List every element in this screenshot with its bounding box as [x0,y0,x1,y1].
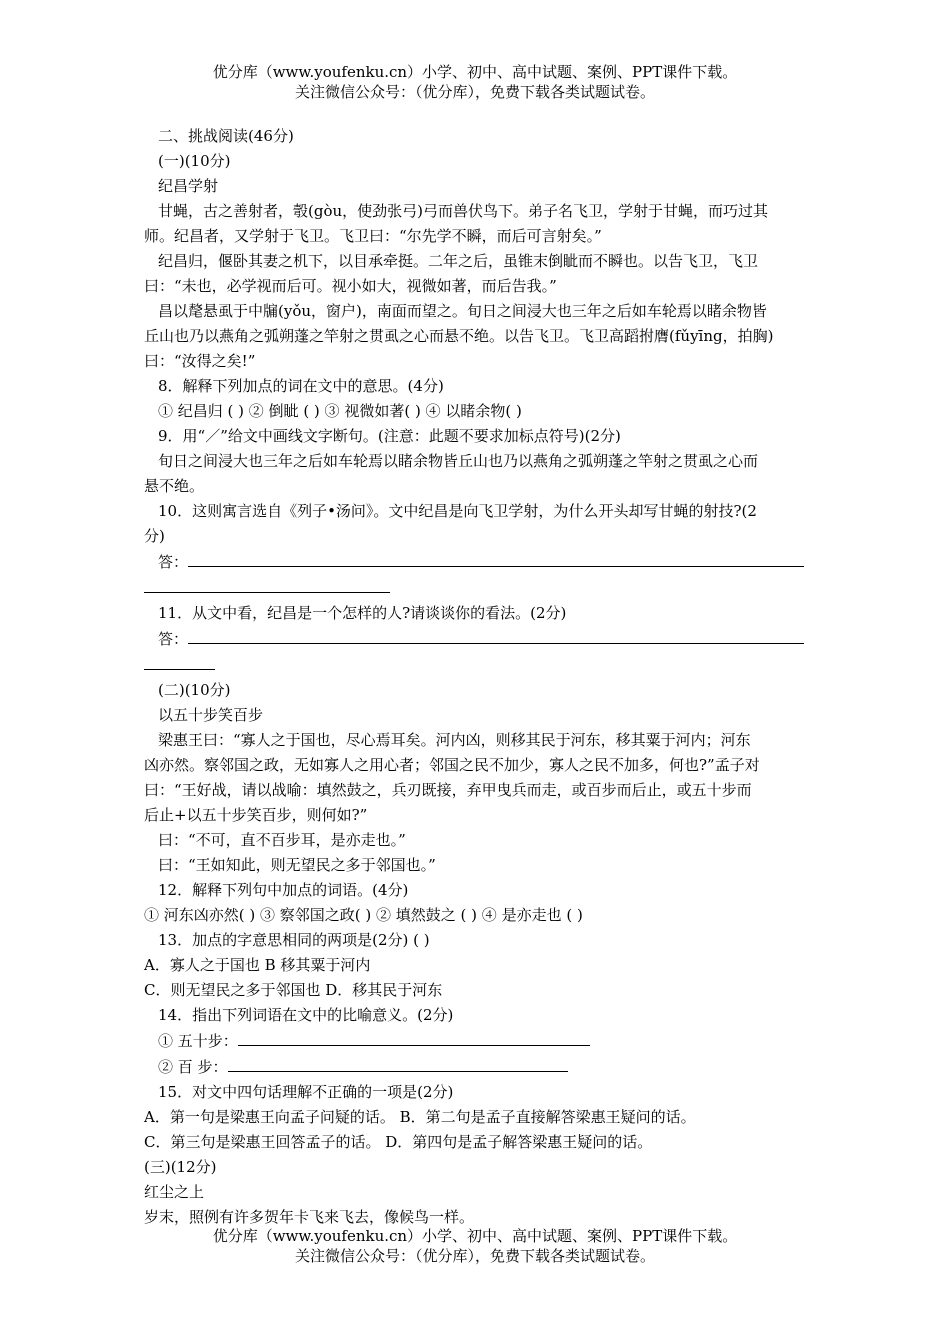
question-14-item: ② 百 步： [144,1054,808,1080]
passage-3-line: 岁末，照例有许多贺年卡飞来飞去，像候鸟一样。 [144,1208,475,1226]
part-2-heading: (二)(10分) [158,681,231,699]
question-14-item: ① 五十步： [144,1028,808,1054]
answer-blank [144,575,390,593]
question-13-option: A．寡人之于国也 B 移其粟于河内 [144,956,371,974]
exam-content [144,124,808,1230]
question-12: 12．解释下列句中加点的词语。(4分) [158,881,409,899]
answer-line-10: 答： [144,549,808,575]
header-line-1: 优分库（www.youfenku.cn）小学、初中、高中试题、案例、PPT课件下载。 [212,63,738,81]
answer-line-11-cont [144,652,808,678]
passage-2-line: 梁惠王曰：“寡人之于国也，尽心焉耳矣。河内凶，则移其民于河东，移其粟于河内；河东 [158,731,751,749]
passage-1-line: 曰：“汝得之矣!” [144,352,256,370]
footer-line-2: 关注微信公众号：（优分库），免费下载各类试题试卷。 [294,1247,655,1265]
passage-1-line: 昌以氂悬虱于中牖(yǒu，窗户)，南面而望之。旬日之间浸大也三年之后如车轮焉以睹余物皆 [158,302,767,320]
header-line-2: 关注微信公众号：（优分库），免费下载各类试题试卷。 [294,83,655,101]
answer-line-11: 答： [144,626,808,652]
question-9: 9．用“／”给文中画线文字断句。(注意：此题不要求加标点符号)(2分) [158,427,621,445]
passage-2-line: 曰：“不可，直不百步耳，是亦走也。” [158,831,406,849]
part-1-heading: (一)(10分) [158,152,231,170]
question-10: 分) [144,527,165,545]
section-title: 二、挑战阅读(46分) [158,127,294,145]
question-10: 10．这则寓言选自《列子•汤问》。文中纪昌是向飞卫学射，为什么开头却写甘蝇的射技?(2 [158,502,757,520]
question-13-option: C．则无望民之多于邻国也 D．移其民于河东 [144,981,443,999]
passage-1-line: 曰：“未也，必学视而后可。视小如大，视微如著，而后告我。” [144,277,557,295]
question-9-text: 旬日之间浸大也三年之后如车轮焉以睹余物皆丘山也乃以燕角之弧朔蓬之竿射之贯虱之心而 [158,452,759,470]
passage-3-title: 红尘之上 [144,1183,205,1201]
question-9-text: 悬不绝。 [144,477,205,495]
answer-blank [228,1054,568,1072]
answer-blank [144,652,215,670]
passage-1-title: 纪昌学射 [158,177,219,195]
answer-line-10-cont [144,575,808,601]
part-3-heading: (三)(12分) [144,1158,217,1176]
question-15-option: A．第一句是梁惠王向孟子问疑的话。 B．第二句是孟子直接解答梁惠王疑问的话。 [144,1108,696,1126]
passage-2-line: 后止+以五十步笑百步，则何如?” [144,806,368,824]
passage-1-line: 甘蝇，古之善射者，彀(gòu，使劲张弓)弓而兽伏鸟下。弟子名飞卫，学射于甘蝇，而巧过其 [158,202,769,220]
answer-blank [188,626,804,644]
passage-2-line: 曰：“王如知此，则无望民之多于邻国也。” [158,856,436,874]
question-14: 14．指出下列词语在文中的比喻意义。(2分) [158,1006,454,1024]
page-header [0,62,950,102]
question-8-items: ① 纪昌归 ( ) ② 倒眦 ( ) ③ 视微如著( ) ④ 以睹余物( ) [158,402,522,420]
passage-1-line: 纪昌归，偃卧其妻之机下，以目承牵挺。二年之后，虽锥末倒眦而不瞬也。以告飞卫，飞卫 [158,252,759,270]
answer-blank [188,549,804,567]
passage-1-line: 丘山也乃以燕角之弧朔蓬之竿射之贯虱之心而悬不绝。以告飞卫。飞卫高蹈拊膺(fǔyīng，拍胸) [144,327,774,345]
passage-2-line: 凶亦然。察邻国之政，无如寡人之用心者；邻国之民不加少，寡人之民不加多，何也?”孟子对 [144,756,760,774]
passage-1-line: 师。纪昌者，又学射于飞卫。飞卫曰：“尔先学不瞬，而后可言射矣。” [144,227,602,245]
question-15: 15．对文中四句话理解不正确的一项是(2分) [158,1083,454,1101]
question-11: 11．从文中看，纪昌是一个怎样的人?请谈谈你的看法。(2分) [158,604,567,622]
question-13: 13．加点的字意思相同的两项是(2分) ( ) [158,931,430,949]
passage-2-line: 曰：“王好战，请以战喻：填然鼓之，兵刃既接，弃甲曳兵而走，或百步而后止，或五十步而 [144,781,752,799]
footer-line-1: 优分库（www.youfenku.cn）小学、初中、高中试题、案例、PPT课件下载。 [212,1227,738,1245]
question-12-items: ① 河东凶亦然( ) ③ 察邻国之政( ) ② 填然鼓之 ( ) ④ 是亦走也 ( ) [144,906,583,924]
question-8: 8．解释下列加点的词在文中的意思。(4分) [158,377,444,395]
passage-2-title: 以五十步笑百步 [158,706,264,724]
answer-blank [238,1028,590,1046]
question-15-option: C．第三句是梁惠王回答孟子的话。 D．第四句是孟子解答梁惠王疑问的话。 [144,1133,653,1151]
page-footer [0,1226,950,1266]
